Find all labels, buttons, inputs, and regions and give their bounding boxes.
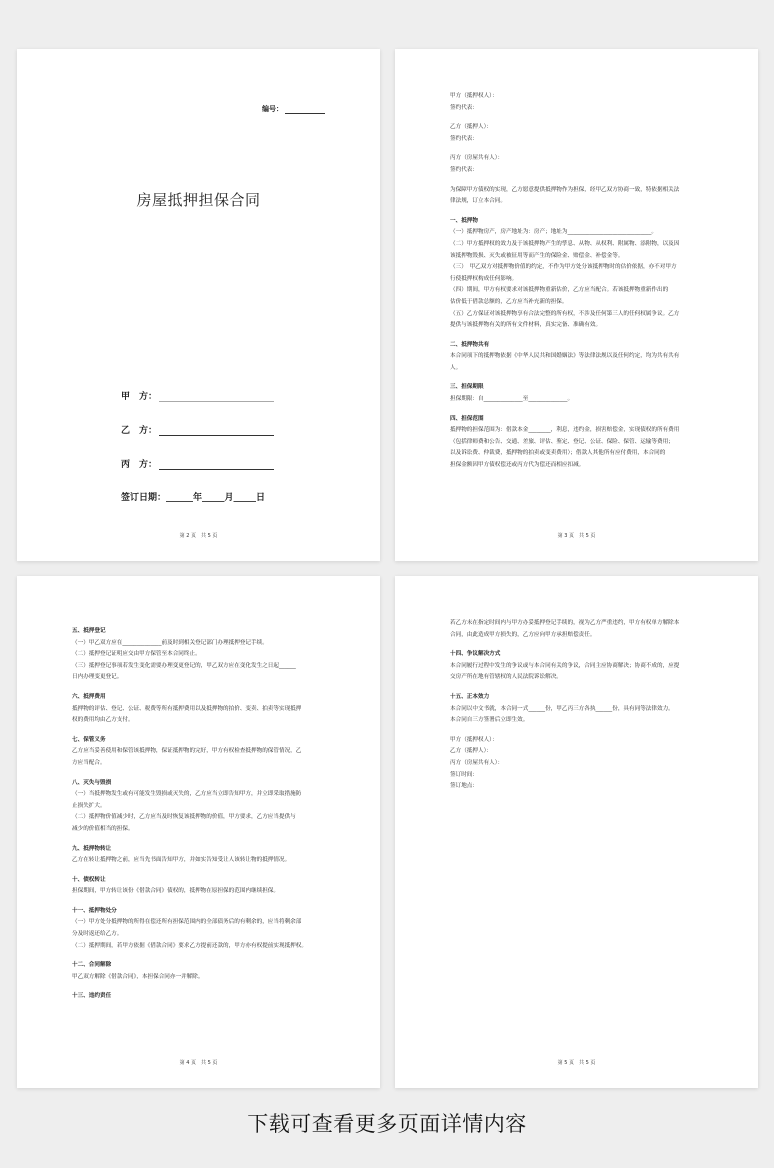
section-heading: 二、抵押物共有 <box>450 341 490 348</box>
section-heading: 十四、争议解决方式 <box>450 651 501 658</box>
text-line: 本合同以中文书就，本合同一式______份，甲乙丙三方各执______份，具有同等法律效力。 <box>450 705 674 712</box>
text-line: 担保期限：自______________至______________。 <box>450 396 574 403</box>
section-heading: 八、灭失与毁损 <box>72 779 112 786</box>
text-line: 方应当配合。 <box>72 759 106 766</box>
text-line: 该抵押物毁损、灭失或被征用等而产生的保险金、赔偿金、补偿金等。 <box>450 252 624 259</box>
text-line: 甲方（抵押权人）： <box>450 736 498 743</box>
text-line: 日内办理变更登记。 <box>72 674 123 681</box>
text-line: 签约代表： <box>450 104 478 111</box>
text-line: （四）期间，甲方有权要求对该抵押物重新估价，乙方应当配合。若该抵押物重新作出的 <box>450 287 669 294</box>
text-line: 行使抵押权构成任何影响。 <box>450 275 518 282</box>
download-banner[interactable]: 下载可查看更多页面详情内容 <box>247 1112 527 1136</box>
spacer <box>450 177 716 185</box>
text-line: 乙方在转让抵押物之前，应当先书面告知甲方，并如实告知受让人该转让物的抵押情况。 <box>72 857 291 864</box>
section-heading: 十三、违约责任 <box>72 993 112 1000</box>
text-line: 人。 <box>450 364 462 371</box>
text-line: 减少的价值相当的担保。 <box>72 825 134 832</box>
text-line: （一）甲乙双方应在______________前及时到相关登记部门办理抵押登记手续。 <box>72 639 268 646</box>
text-line: 若乙方未在指定时间内与甲方办妥抵押登记手续的，视为乙方严重违约，甲方有权单方解除本 <box>450 620 680 626</box>
section-heading: 十五、正本效力 <box>450 693 490 700</box>
text-line: 交房产所在地有管辖权的人民法院诉讼解决。 <box>450 674 562 681</box>
text-line: 为保障甲方债权的实现，乙方愿意提供抵押物作为担保，经甲乙双方协商一致，特依据相关法 <box>450 186 680 193</box>
page-text <box>72 618 338 1003</box>
text-line: 抵押物的担保范围为：借款本金________，利息，违约金，损害赔偿金，实现债权的所有费用 <box>450 427 680 434</box>
party-b-label: 乙 方： <box>121 426 158 436</box>
contract-page-4 <box>17 576 380 1088</box>
party-c-field <box>121 457 274 470</box>
text-line: （二）甲方抵押权的效力及于该抵押物产生的孳息、从物、从权利、附属物、添附物，以及因 <box>450 240 680 247</box>
contract-number-blank <box>285 113 325 114</box>
text-line: （包括律师费和公告、交通、差旅、评估、鉴定、登记、公证、保险、保管、运输等费用； <box>450 438 674 445</box>
text-line: 分及时返还给乙方。 <box>72 931 123 938</box>
text-line: 签约代表： <box>450 166 478 173</box>
text-line: 律法规，订立本合同。 <box>450 198 506 205</box>
page-number: 第 2 页 共 5 页 <box>179 533 218 539</box>
party-b-field <box>121 423 274 436</box>
party-a-blank <box>159 392 274 402</box>
text-line: 抵押物的评估、登记、公证、税费等所有抵押费用以及抵押物的拍价、变卖、拍卖等实现抵押 <box>72 705 302 712</box>
text-line: （五）乙方保证对该抵押物享有合法完整的所有权，不涉及任何第三人的任何权属争议。乙方 <box>450 310 680 317</box>
text-line: 乙方（抵押人）： <box>450 124 492 131</box>
contract-page-5 <box>395 576 758 1088</box>
page-text <box>450 91 716 472</box>
party-a-label: 甲 方： <box>121 392 158 402</box>
spacer <box>450 145 716 153</box>
section-heading: 六、抵押费用 <box>72 693 106 700</box>
section-heading: 十一、抵押物处分 <box>72 907 117 914</box>
text-line: （一）当抵押物发生或有可能发生毁损或灭失的，乙方应当立即告知甲方，并立即采取措施防 <box>72 791 302 798</box>
text-line: 丙方（房屋共有人）： <box>450 759 504 766</box>
text-line: （二）抵押登记证明应交由甲方保管至本合同终止。 <box>72 651 201 658</box>
text-line: （三）抵押登记事项若发生变化需要办理变更登记的，甲乙双方应在变化发生之日起______ <box>72 662 296 669</box>
text-line: 丙方（房屋共有人）： <box>450 155 504 162</box>
section-heading: 三、担保期限 <box>450 384 484 391</box>
text-line: （一）甲方处分抵押物的所得在偿还所有担保范围内的全部债务后的有剩余的，应当将剩余部 <box>72 919 302 926</box>
text-line: 甲方（抵押权人）： <box>450 93 498 99</box>
section-heading: 一、抵押物 <box>450 217 478 224</box>
text-line: 签订地点： <box>450 783 478 790</box>
text-line: 以及诉讼费、仲裁费，抵押物的拍卖或变卖费用）；借款人其他所有应付费用，本合同的 <box>450 450 666 457</box>
text-line: （二）抵押期间，若甲方依据《借款合同》要求乙方提前还款的，甲方亦有权提前实现抵押权。 <box>72 942 307 949</box>
party-c-blank <box>159 460 274 470</box>
page-number: 第 5 页 共 5 页 <box>557 1060 596 1066</box>
text-line: （二）抵押物价值减少时，乙方应当及时恢复该抵押物的价值，甲方要求，乙方应当提供与 <box>72 814 296 821</box>
text-line: 本合同自三方签署后立即生效。 <box>450 717 529 724</box>
text-line: （三） 甲乙双方对抵押物价值的约定，不作为甲方处分该抵押物时的估价依据，亦不对甲方 <box>450 264 677 271</box>
section-heading: 四、担保范围 <box>450 415 484 422</box>
text-line: 签订时间： <box>450 771 478 778</box>
document-title: 房屋抵押担保合同 <box>136 191 261 209</box>
contract-number <box>262 104 325 114</box>
text-line: 担保金额因甲方债权偿还或丙方代为偿还而相应扣减。 <box>450 462 585 469</box>
spacer <box>450 727 716 735</box>
party-c-label: 丙 方： <box>121 460 158 470</box>
page-number: 第 4 页 共 5 页 <box>179 1060 218 1066</box>
text-line: 本合同履行过程中发生的争议或与本合同有关的争议，合同主应协商解决；协商不成的，应提 <box>450 662 680 669</box>
contract-page-3 <box>395 49 758 561</box>
text-line: 止损失扩大。 <box>72 802 106 809</box>
text-line: 权的费用均由乙方支付。 <box>72 717 134 724</box>
contract-number-label: 编号： <box>262 105 283 113</box>
party-b-blank <box>159 426 274 436</box>
text-line: （一）抵押物房产，房产地址为：房产；地址为______________________________。 <box>450 229 657 236</box>
section-heading: 九、抵押物转让 <box>72 845 112 852</box>
text-line: 乙方（抵押人）： <box>450 748 492 755</box>
page-text <box>450 618 716 793</box>
text-line: 合同，由此造成甲方损失的，乙方应向甲方承担赔偿责任。 <box>450 631 596 638</box>
text-line: 乙方应当妥善使用和保管该抵押物，保证抵押物的完好，甲方有权检查抵押物的保管情况，乙 <box>72 748 302 755</box>
spacer <box>450 114 716 122</box>
party-a-field <box>121 389 274 402</box>
section-heading: 十二、合同解除 <box>72 962 112 969</box>
section-heading: 五、抵押登记 <box>72 628 106 634</box>
page-number: 第 3 页 共 5 页 <box>557 533 596 539</box>
text-line: 担保期间，甲方转让该份《借款合同》债权的，抵押物在原担保的范围内继续担保。 <box>72 888 279 895</box>
text-line: 估价低于借款总额的，乙方应当补充新的担保。 <box>450 298 568 305</box>
section-heading: 七、保管义务 <box>72 736 106 743</box>
sign-date: 签订日期：______年_____月_____日 <box>121 493 266 503</box>
text-line: 签约代表： <box>450 135 478 142</box>
section-heading: 十、债权转让 <box>72 876 106 883</box>
cover-page <box>17 49 380 561</box>
text-line: 甲乙双方解除《借款合同》，本担保合同亦一并解除。 <box>72 973 204 980</box>
text-line: 本合同项下的抵押物依据《中华人民共和国婚姻法》等法律法规以及任何约定，均为共有共有 <box>450 353 680 360</box>
text-line: 提供与该抵押物有关的所有文件材料，真实完备、准确有效。 <box>450 322 602 329</box>
